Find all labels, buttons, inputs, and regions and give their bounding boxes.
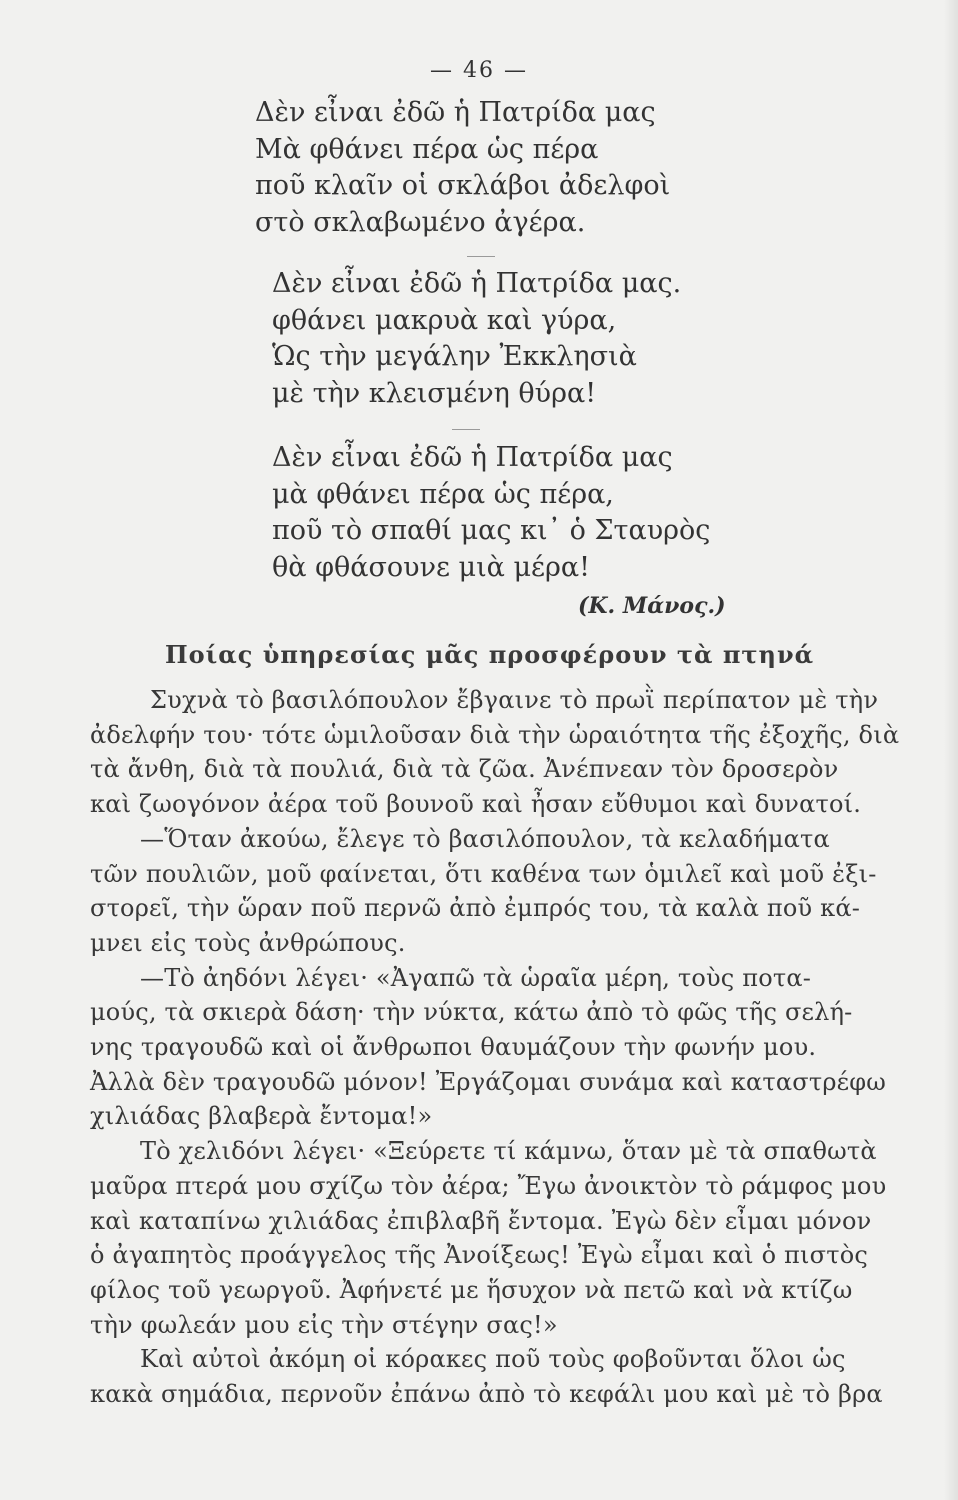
stanza-divider xyxy=(467,256,495,257)
poem-line: μὲ τὴν κλεισμένη θύρα! xyxy=(272,377,597,409)
poem-line: Δὲν εἶναι ἐδῶ ἡ Πατρίδα μας xyxy=(255,97,656,128)
prose-line: —Ὅταν ἀκούω, ἔλεγε τὸ βασιλόπουλον, τὰ κελαδήματα xyxy=(140,824,830,853)
section-heading: Ποίας ὑπηρεσίας μᾶς προσφέρουν τὰ πτηνά xyxy=(165,640,815,669)
poem-line: φθάνει μακρυὰ καὶ γύρα, xyxy=(272,304,617,336)
page-edge-shadow xyxy=(944,0,958,1500)
prose-line: Καὶ αὐτοὶ ἀκόμη οἱ κόρακες ποῦ τοὺς φοβοῦνται ὅλοι ὡς xyxy=(140,1345,846,1374)
prose-line: τὰ ἄνθη, διὰ τὰ πουλιά, διὰ τὰ ζῶα. Ἀνέπνεαν τὸν δροσερὸν xyxy=(90,755,839,784)
prose-line: κακὰ σημάδια, περνοῦν ἐπάνω ἀπὸ τὸ κεφάλι μου καὶ μὲ τὸ βρα xyxy=(90,1380,883,1409)
prose-line: τῶν πουλιῶν, μοῦ φαίνεται, ὅτι καθένα των ὁμιλεῖ καὶ μοῦ ἐξι- xyxy=(90,859,877,888)
poem-stanza-2 xyxy=(272,266,681,412)
prose-body xyxy=(90,683,920,1412)
poem-line: στὸ σκλαβωμένο ἀγέρα. xyxy=(255,206,586,238)
prose-line: χιλιάδας βλαβερὰ ἔντομα!» xyxy=(90,1102,433,1131)
prose-line: μούς, τὰ σκιερὰ δάση· τὴν νύκτα, κάτω ἀπὸ τὸ φῶς τῆς σελή- xyxy=(90,998,853,1027)
poem-line: Ὡς τὴν μεγάλην Ἐκκλησιὰ xyxy=(272,341,637,372)
prose-line: Ἀλλὰ δὲν τραγουδῶ μόνον! Ἐργάζομαι συνάμα καὶ καταστρέφω xyxy=(90,1067,887,1096)
prose-line: ὁ ἀγαπητὸς προάγγελος τῆς Ἀνοίξεως! Ἐγὼ εἶμαι καὶ ὁ πιστὸς xyxy=(90,1241,868,1270)
poem-stanza-3 xyxy=(272,440,710,586)
prose-line: Τὸ χελιδόνι λέγει· «Ξεύρετε τί κάμνω, ὅταν μὲ τὰ σπαθωτὰ xyxy=(140,1137,877,1166)
poem-line: ποῦ τὸ σπαθί μας κι᾽ ὁ Σταυρὸς xyxy=(272,515,711,546)
prose-line: φίλος τοῦ γεωργοῦ. Ἀφήνετέ με ἥσυχον νὰ πετῶ καὶ νὰ κτίζω xyxy=(90,1275,853,1304)
stanza-divider xyxy=(452,429,480,430)
prose-line: ἀδελφήν του· τότε ὡμιλοῦσαν διὰ τὴν ὡραιότητα τῆς ἐξοχῆς, διὰ xyxy=(90,720,900,749)
prose-line: στορεῖ, τὴν ὥραν ποῦ περνῶ ἀπὸ ἐμπρός του, τὰ καλὰ ποῦ κά- xyxy=(90,894,861,923)
poem-line: ποῦ κλαῖν οἱ σκλάβοι ἀδελφοὶ xyxy=(255,170,671,201)
poem-line: Δὲν εἶναι ἐδῶ ἡ Πατρίδα μας. xyxy=(272,268,682,299)
prose-line: μαῦρα πτερά μου σχίζω τὸν ἀέρα; Ἔγω ἀνοικτὸν τὸ ράμφος μου xyxy=(90,1171,887,1200)
poem-line: Δὲν εἶναι ἐδῶ ἡ Πατρίδα μας xyxy=(272,442,673,473)
page-number: — 46 — xyxy=(430,58,528,83)
prose-line: Συχνὰ τὸ βασιλόπουλον ἔβγαινε τὸ πρωῒ περίπατον μὲ τὴν xyxy=(150,686,879,714)
prose-line: τὴν φωλεάν μου εἰς τὴν στέγην σας!» xyxy=(90,1310,558,1339)
prose-line: νης τραγουδῶ καὶ οἱ ἄνθρωποι θαυμάζουν τὴν φωνήν μου. xyxy=(90,1033,817,1062)
prose-line: —Τὸ ἀηδόνι λέγει· «Ἀγαπῶ τὰ ὡραῖα μέρη, τοὺς ποτα- xyxy=(140,963,812,992)
poem-stanza-1 xyxy=(255,95,670,241)
poem-attribution: (Κ. Μάνος.) xyxy=(578,593,726,619)
prose-line: μνει εἰς τοὺς ἀνθρώπους. xyxy=(90,928,406,957)
prose-line: καὶ ζωογόνον ἀέρα τοῦ βουνοῦ καὶ ἦσαν εὔθυμοι καὶ δυνατοί. xyxy=(90,790,862,819)
poem-line: θὰ φθάσουνε μιὰ μέρα! xyxy=(272,551,590,583)
prose-line: καὶ καταπίνω χιλιάδας ἐπιβλαβῆ ἔντομα. Ἐγὼ δὲν εἶμαι μόνον xyxy=(90,1206,872,1235)
poem-line: μὰ φθάνει πέρα ὡς πέρα, xyxy=(272,478,614,510)
poem-line: Μὰ φθάνει πέρα ὡς πέρα xyxy=(255,133,599,165)
